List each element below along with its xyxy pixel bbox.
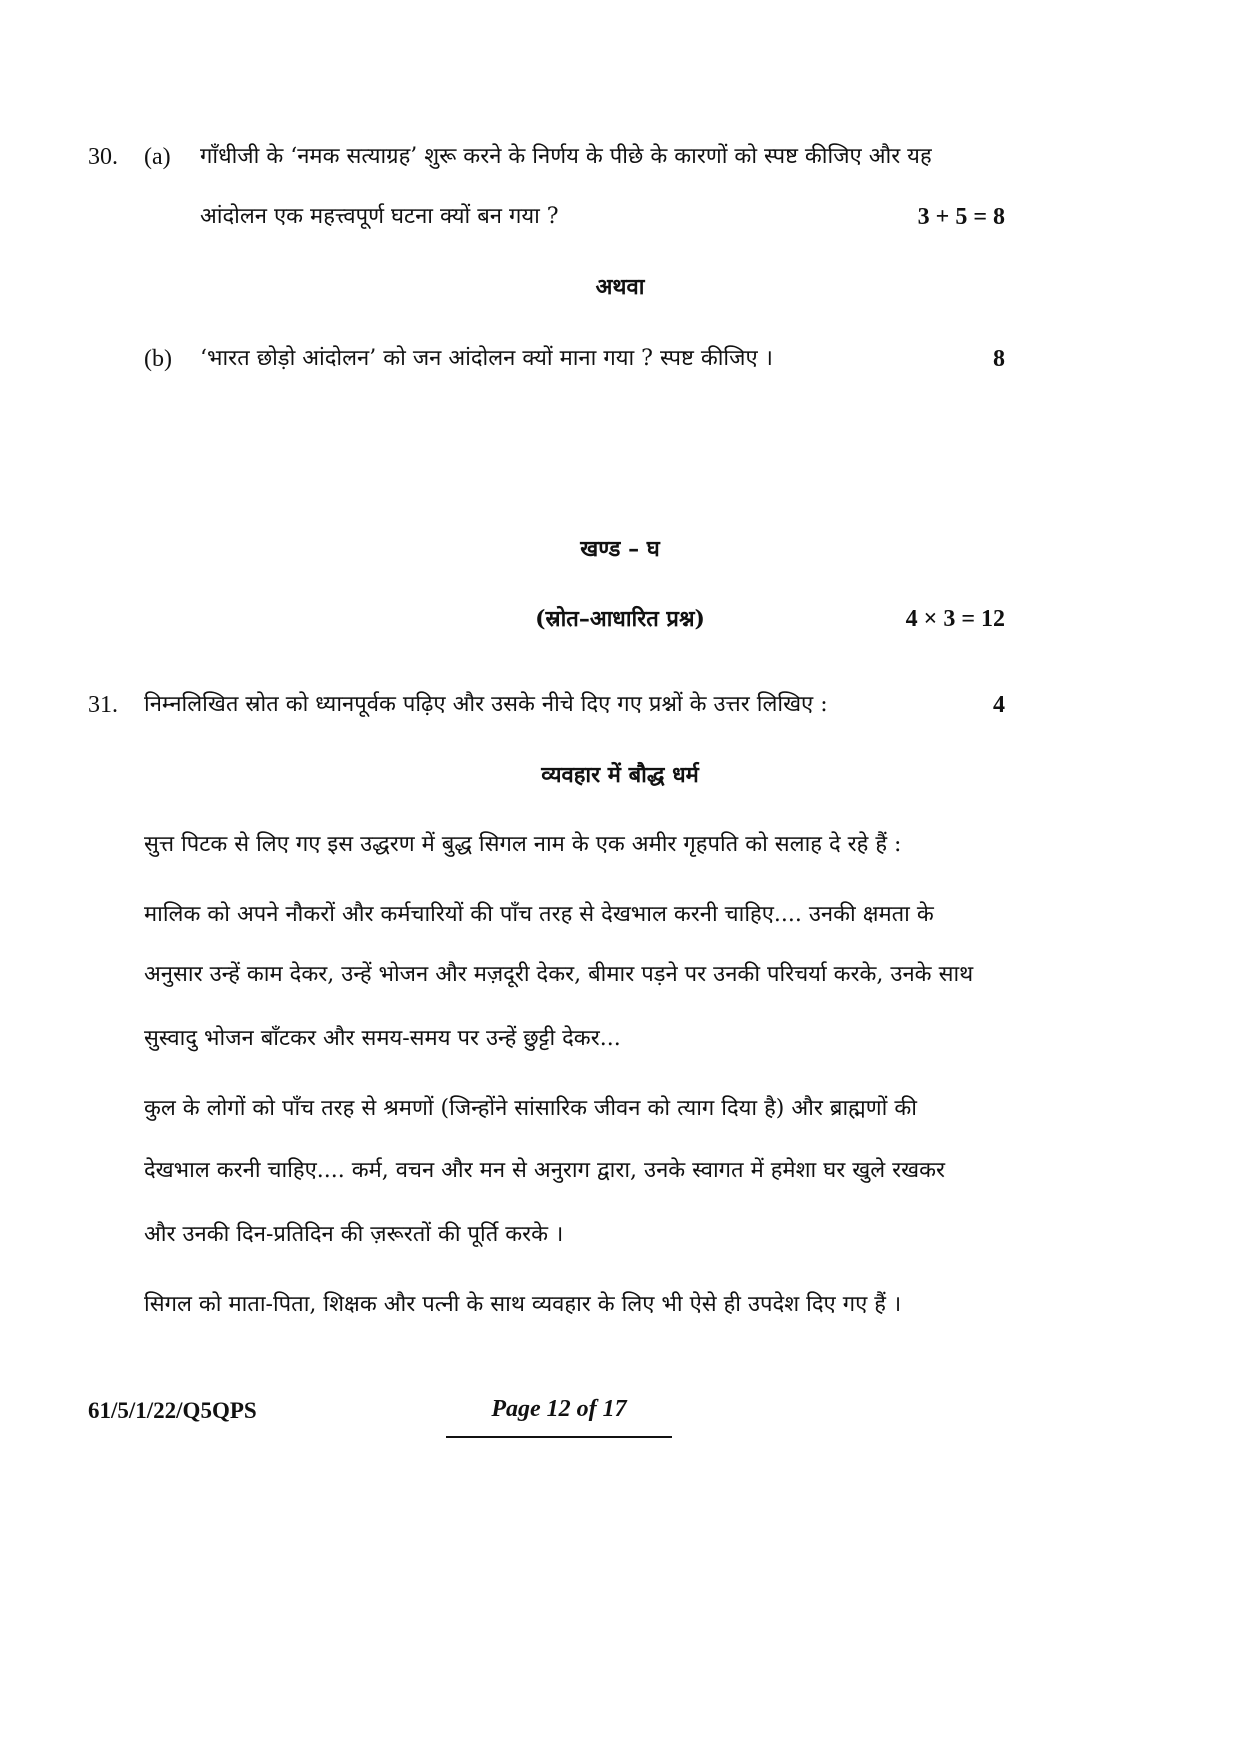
source-title: व्यवहार में बौद्ध धर्म — [541, 762, 699, 788]
q30-or-label: अथवा — [595, 274, 645, 300]
source-para1-line3: सुस्वादु भोजन बाँटकर और समय-समय पर उन्हें छुट्टी देकर... — [144, 1026, 621, 1051]
q30a-label: (a) — [144, 144, 171, 170]
q30b-marks: 8 — [993, 346, 1005, 372]
source-para3: सिगल को माता-पिता, शिक्षक और पत्नी के साथ व्यवहार के लिए भी ऐसे ही उपदेश दिए गए हैं । — [144, 1292, 902, 1317]
q31-instruction: निम्नलिखित स्रोत को ध्यानपूर्वक पढ़िए और उसके नीचे दिए गए प्रश्नों के उत्तर लिखिए : — [144, 692, 828, 717]
footer-page-number: Page 12 of 17 — [491, 1396, 627, 1422]
q30b-label: (b) — [144, 346, 172, 372]
source-intro: सुत्त पिटक से लिए गए इस उद्धरण में बुद्ध सिगल नाम के एक अमीर गृहपति को सलाह दे रहे हैं : — [144, 832, 902, 857]
source-para2-line3: और उनकी दिन-प्रतिदिन की ज़रूरतों की पूर्ति करके । — [144, 1222, 564, 1247]
section-title: खण्ड – घ — [580, 536, 660, 562]
source-para1-line1: मालिक को अपने नौकरों और कर्मचारियों की पाँच तरह से देखभाल करनी चाहिए.... उनकी क्षमता के — [144, 902, 934, 927]
q31-number: 31. — [88, 692, 118, 718]
q30a-line1: गाँधीजी के ‘नमक सत्याग्रह’ शुरू करने के निर्णय के पीछे के कारणों को स्पष्ट कीजिए और यह — [200, 144, 932, 169]
q30b-text: ‘भारत छोड़ो आंदोलन’ को जन आंदोलन क्यों माना गया ? स्पष्ट कीजिए । — [200, 346, 773, 371]
q30a-marks: 3 + 5 = 8 — [917, 204, 1005, 230]
q30a-line2: आंदोलन एक महत्त्वपूर्ण घटना क्यों बन गया ? — [200, 204, 559, 229]
source-para1-line2: अनुसार उन्हें काम देकर, उन्हें भोजन और मज़दूरी देकर, बीमार पड़ने पर उनकी परिचर्या करके, उनके साथ — [144, 962, 974, 987]
footer-page-underline — [446, 1436, 672, 1438]
source-para2-line2: देखभाल करनी चाहिए.... कर्म, वचन और मन से अनुराग द्वारा, उनके स्वागत में हमेशा घर खुले रखकर — [144, 1158, 946, 1183]
q30-number: 30. — [88, 144, 118, 170]
footer-paper-code: 61/5/1/22/Q5QPS — [88, 1398, 257, 1423]
section-marks: 4 × 3 = 12 — [905, 606, 1005, 632]
q31-marks: 4 — [993, 692, 1005, 718]
section-subtitle: (स्रोत–आधारित प्रश्न) — [535, 606, 705, 632]
source-para2-line1: कुल के लोगों को पाँच तरह से श्रमणों (जिन्होंने सांसारिक जीवन को त्याग दिया है) और ब्राह्मणों की — [144, 1096, 917, 1121]
